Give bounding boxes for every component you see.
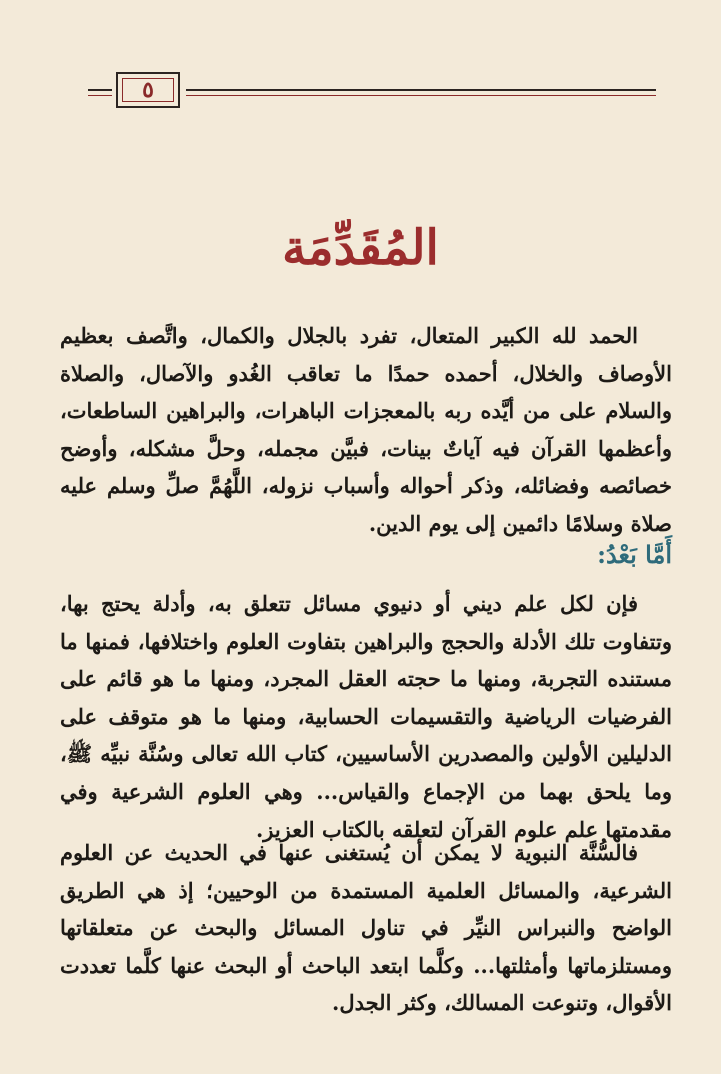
section-subheading: أَمَّا بَعْدُ: xyxy=(597,540,672,569)
paragraph-1 xyxy=(60,317,672,543)
header-rule-right xyxy=(186,89,656,91)
paragraph-1-text: الحمد لله الكبير المتعال، تفرد بالجلال والكمال، واتَّصف بعظيم الأوصاف والخلال، أحمده حمدًا ما تعاقب الغُدو والآصال، والصلاة والسلام على من أيَّده ربه بالمعجزات الباهرات، والبراهين الساطعات، وأعظمها القرآن فيه آياتٌ بينات، فبيَّن مجمله، وحلَّ مشكله، وأوضح خصائصه وفضائله، وذكر أحواله وأسباب نزوله، اللَّهُمَّ صلِّ وسلم عليه صلاة وسلامًا دائمين إلى يوم الدين. xyxy=(60,323,672,536)
header-rule-left-accent xyxy=(88,95,112,96)
page-number: ٥ xyxy=(142,77,154,103)
header-rule-right-accent xyxy=(186,95,656,96)
page-header xyxy=(88,72,656,112)
paragraph-2-text: فإن لكل علم ديني أو دنيوي مسائل تتعلق به، وأدلة يحتج بها، وتتفاوت تلك الأدلة والحجج والبراهين بتفاوت العلوم واختلافها، فمنها ما مستنده التجربة، ومنها ما حجته العقل المجرد، ومنها ما هو قائم على الفرضيات الرياضية والتقسيمات الحسابية، ومنها ما هو متوقف على الدليلين الأولين والمصدرين الأساسيين، كتاب الله تعالى وسُنَّة نبيِّه ﷺ، وما يلحق بهما من الإجماع والقياس... وهي العلوم الشرعية وفي مقدمتها علم علوم القرآن لتعلقه بالكتاب العزيز. xyxy=(60,591,672,842)
header-rule-left xyxy=(88,89,112,91)
chapter-title: المُقَدِّمَة xyxy=(282,220,439,276)
paragraph-3 xyxy=(60,834,672,1022)
paragraph-3-text: فالسُّنَّة النبوية لا يمكن أن يُستغنى عنها في الحديث عن العلوم الشرعية، والمسائل العلمية المستمدة من الوحيين؛ إذ هي الطريق الواضح والنبراس النيِّر في تناول المسائل والبحث عن متعلقاتها ومستلزماتها وأمثلتها... وكلَّما ابتعد الباحث أو البحث عنها كلَّما تعددت الأقوال، وتنوعت المسالك، وكثر الجدل. xyxy=(60,840,672,1016)
paragraph-2 xyxy=(60,585,672,848)
page-number-frame xyxy=(116,72,180,108)
